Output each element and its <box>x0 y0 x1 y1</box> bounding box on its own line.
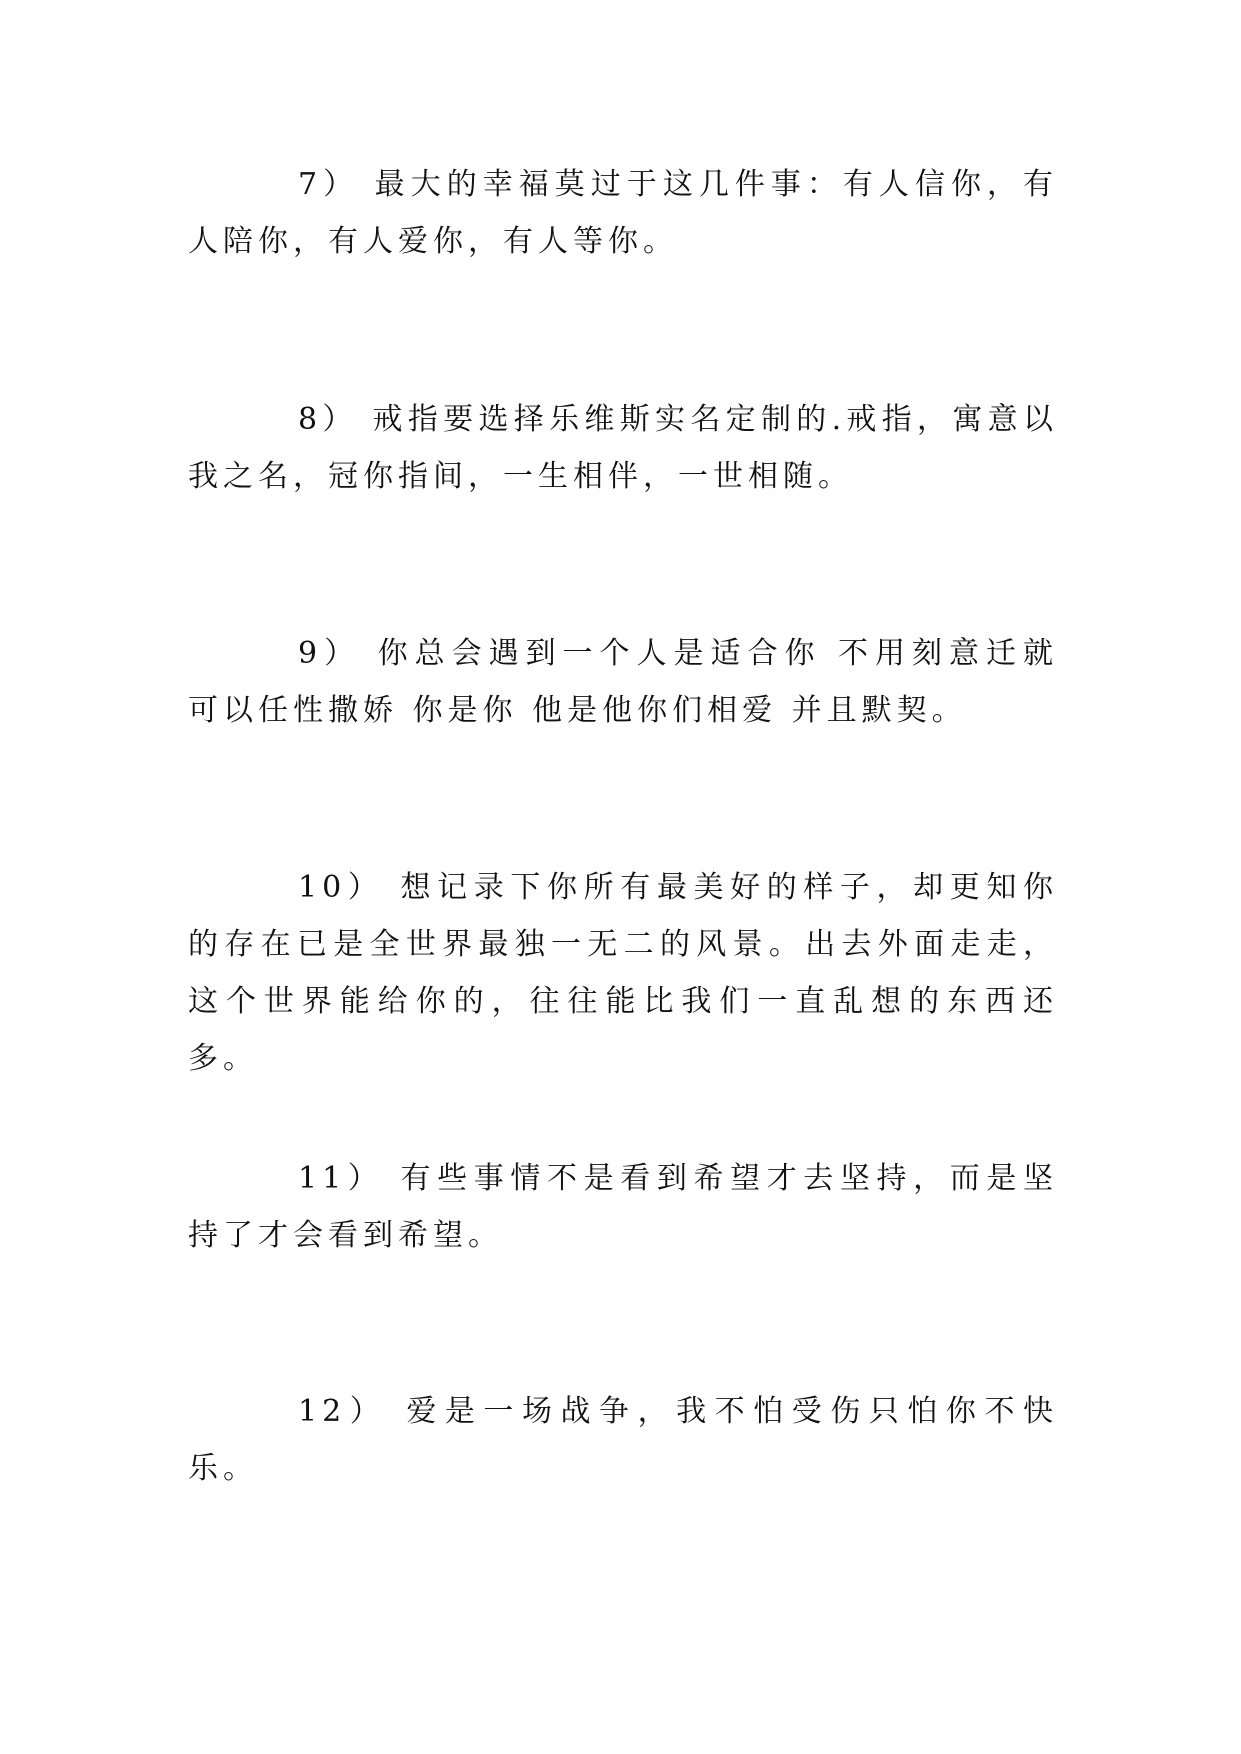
paragraph-9: 9） 你总会遇到一个人是适合你 不用刻意迁就 可以任性撒娇 你是你 他是他你们相爱 并且默契。 <box>188 636 1058 728</box>
paragraph-8: 8） 戒指要选择乐维斯实名定制的.戒指，寓意以我之名，冠你指间，一生相伴，一世相随。 <box>188 402 1058 494</box>
paragraph-7: 7） 最大的幸福莫过于这几件事：有人信你，有人陪你，有人爱你，有人等你。 <box>188 167 1058 259</box>
paragraph-12: 12） 爱是一场战争，我不怕受伤只怕你不快乐。 <box>188 1394 1058 1486</box>
paragraph-11: 11） 有些事情不是看到希望才去坚持，而是坚持了才会看到希望。 <box>188 1161 1058 1253</box>
paragraph-10: 10） 想记录下你所有最美好的样子，却更知你的存在已是全世界最独一无二的风景。出去外面走走，这个世界能给你的，往往能比我们一直乱想的东西还多。 <box>188 870 1058 1076</box>
